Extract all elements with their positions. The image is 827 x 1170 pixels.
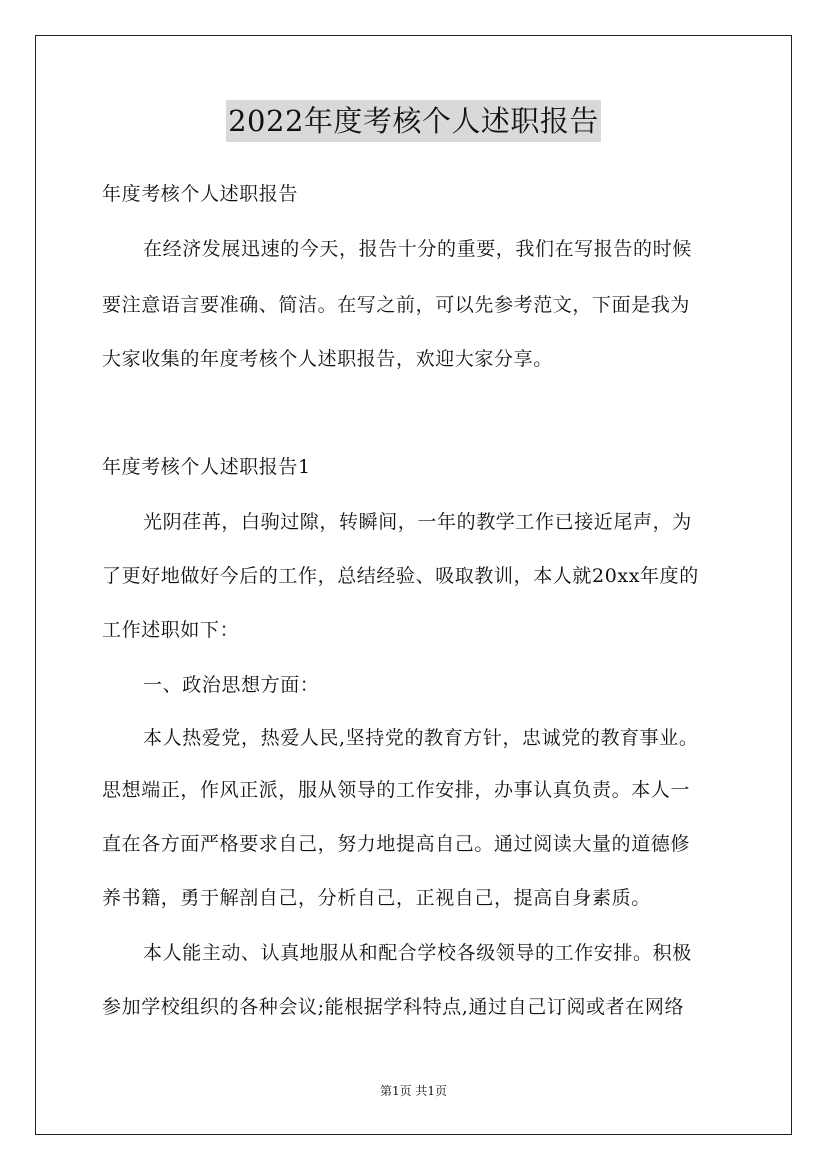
para3-line-1: 本人能主动、认真地服从和配合学校各级领导的工作安排。积极 bbox=[143, 942, 692, 964]
para2-line-1: 本人热爱党，热爱人民,坚持党的教育方针，忠诚党的教育事业。 bbox=[143, 727, 699, 749]
intro-line-1: 在经济发展迅速的今天，报告十分的重要，我们在写报告的时候 bbox=[143, 238, 692, 260]
para2-line-4: 养书籍，勇于解剖自己，分析自己，正视自己，提高自身素质。 bbox=[102, 887, 651, 909]
section-heading: 年度考核个人述职报告1 bbox=[102, 456, 311, 478]
para2-line-3: 直在各方面严格要求自己，努力地提高自己。通过阅读大量的道德修 bbox=[102, 833, 691, 855]
para1-line-2: 了更好地做好今后的工作，总结经验、吸取教训，本人就20xx年度的 bbox=[102, 565, 699, 587]
page-footer: 第1页 共1页 bbox=[379, 1084, 448, 1098]
title-container bbox=[0, 100, 827, 142]
para1-line-1: 光阴荏苒，白驹过隙，转瞬间，一年的教学工作已接近尾声，为 bbox=[143, 511, 692, 533]
document-title: 2022年度考核个人述职报告 bbox=[226, 100, 601, 142]
para3-line-2: 参加学校组织的各种会议;能根据学科特点,通过自己订阅或者在网络 bbox=[102, 996, 685, 1018]
intro-line-3: 大家收集的年度考核个人述职报告，欢迎大家分享。 bbox=[102, 348, 553, 370]
para1-line-3: 工作述职如下： bbox=[102, 619, 240, 641]
para2-line-2: 思想端正，作风正派，服从领导的工作安排，办事认真负责。本人一 bbox=[102, 779, 691, 801]
sub-heading: 一、政治思想方面： bbox=[143, 674, 320, 696]
subtitle: 年度考核个人述职报告 bbox=[102, 183, 299, 205]
intro-line-2: 要注意语言要准确、简洁。在写之前，可以先参考范文，下面是我为 bbox=[102, 294, 691, 316]
